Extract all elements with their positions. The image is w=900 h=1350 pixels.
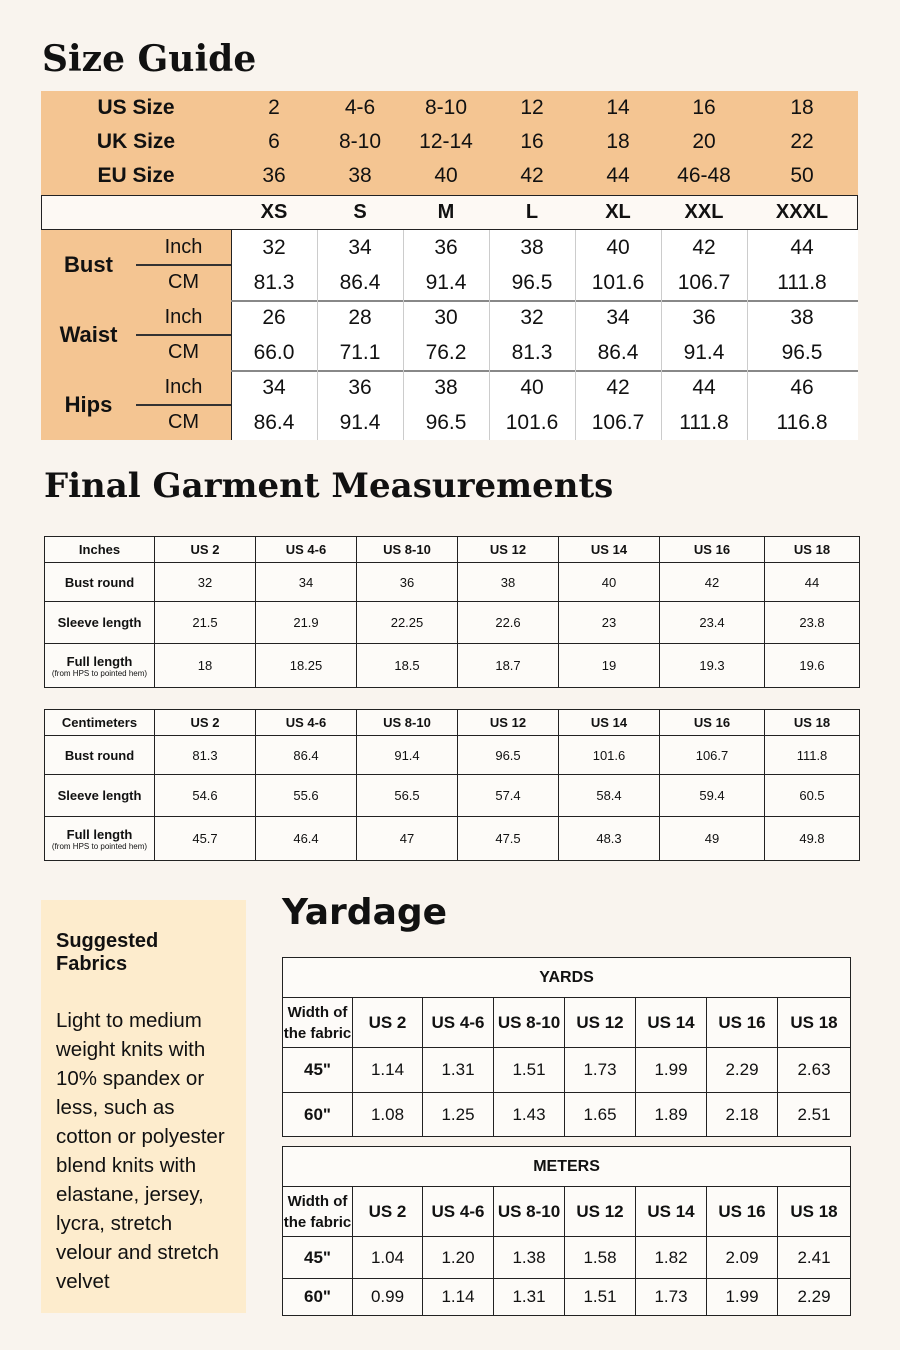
- yardage-value: 1.65: [565, 1093, 636, 1137]
- garment-size-header: US 8-10: [357, 710, 458, 736]
- yardage-value: 2.41: [778, 1237, 851, 1279]
- eu-size-value: 40: [434, 164, 458, 187]
- measurement-inch-value: 30: [434, 306, 458, 329]
- garment-value: 19: [559, 644, 660, 688]
- yardage-value: 1.51: [565, 1279, 636, 1316]
- garment-header-row: [45, 537, 860, 563]
- uk-size-row: [41, 125, 858, 159]
- measurement-cm-value: 96.5: [511, 271, 553, 294]
- garment-value: 21.5: [155, 602, 256, 644]
- garment-row-label-text: Sleeve length: [57, 788, 142, 803]
- eu-size-value: 42: [520, 164, 544, 187]
- uk-size-value: 18: [606, 130, 630, 153]
- uk-size-value: 6: [268, 130, 280, 153]
- yardage-size-header: US 12: [565, 998, 636, 1048]
- letter-size-value: XXL: [684, 201, 724, 223]
- measurement-cm-value: 81.3: [253, 271, 295, 294]
- garment-value: 40: [559, 563, 660, 602]
- garment-value: 59.4: [660, 775, 765, 817]
- measurement-cm-value: 91.4: [425, 271, 467, 294]
- yardage-size-header: US 16: [707, 998, 778, 1048]
- yardage-value: 2.63: [778, 1048, 851, 1093]
- yardage-caption: YARDS: [283, 958, 851, 998]
- garment-value: 86.4: [256, 736, 357, 775]
- garment-value: 48.3: [559, 817, 660, 861]
- yardage-yards-table: [282, 957, 851, 1137]
- garment-centimeters-table: [44, 709, 860, 861]
- measurement-inch-value: 46: [790, 376, 814, 399]
- yardage-size-header: US 4-6: [423, 1187, 494, 1237]
- measurement-inch-value: 42: [606, 376, 630, 399]
- garment-inches-table: [44, 536, 860, 688]
- yardage-size-header: US 14: [636, 998, 707, 1048]
- letter-size-value: L: [525, 201, 539, 223]
- yardage-size-header: US 14: [636, 1187, 707, 1237]
- measurement-cm-value: 101.6: [591, 271, 645, 294]
- garment-value: 58.4: [559, 775, 660, 817]
- yardage-value: 1.99: [707, 1279, 778, 1316]
- garment-value: 44: [765, 563, 860, 602]
- garment-row: [45, 817, 860, 861]
- eu-size-row: [41, 159, 858, 193]
- measurement-name: Waist: [59, 322, 118, 347]
- suggested-fabrics-text: Light to medium weight knits with 10% spandex or less, such as cotton or polyester blend knits with elastane, jersey, lycra, stretch velour and stretch velvet: [56, 1009, 225, 1293]
- garment-row-sublabel: (from HPS to pointed hem): [51, 841, 148, 851]
- yardage-header-row: [283, 998, 851, 1048]
- measurement-row-divider: [231, 370, 858, 372]
- garment-row: [45, 775, 860, 817]
- letter-size-value: M: [437, 201, 455, 223]
- garment-header-row: [45, 710, 860, 736]
- column-divider: [489, 230, 490, 440]
- eu-size-value: 44: [606, 164, 630, 187]
- measurement-name: Bust: [64, 252, 113, 277]
- measurement-cm-value: 71.1: [339, 341, 381, 364]
- garment-size-header: US 18: [765, 710, 860, 736]
- yardage-value: 1.31: [494, 1279, 565, 1316]
- garment-row-label: [45, 563, 155, 602]
- column-divider: [747, 230, 748, 440]
- measurement-inch-value: 40: [606, 236, 630, 259]
- yardage-header-row: [283, 1187, 851, 1237]
- garment-value: 96.5: [458, 736, 559, 775]
- measurement-cm-value: 86.4: [253, 411, 295, 434]
- letter-size-value: XL: [605, 201, 631, 223]
- measurement-inch-value: 32: [262, 236, 286, 259]
- yardage-value: 1.82: [636, 1237, 707, 1279]
- garment-unit-label: Inches: [45, 537, 155, 563]
- us-size-value: 14: [606, 96, 630, 119]
- measurement-inch-value: 36: [434, 236, 458, 259]
- uk-size-value: 8-10: [338, 130, 382, 153]
- uk-size-value: 16: [520, 130, 544, 153]
- suggested-fabrics-title: Suggested Fabrics: [56, 930, 159, 975]
- measurement-cm-value: 66.0: [253, 341, 295, 364]
- garment-value: 18.7: [458, 644, 559, 688]
- garment-value: 91.4: [357, 736, 458, 775]
- yardage-row: [283, 1237, 851, 1279]
- measurement-cm-value: 91.4: [683, 341, 725, 364]
- measurement-inch-value: 28: [348, 306, 372, 329]
- unit-inch-label: Inch: [164, 376, 203, 398]
- uk-size-value: 22: [790, 130, 814, 153]
- yardage-row: [283, 1093, 851, 1137]
- garment-size-header: US 2: [155, 710, 256, 736]
- measurement-inch-value: 40: [520, 376, 544, 399]
- unit-divider: [136, 404, 231, 406]
- garment-size-header: US 2: [155, 537, 256, 563]
- unit-inch-label: Inch: [164, 306, 203, 328]
- eu-size-value: 36: [262, 164, 286, 187]
- garment-size-header: US 4-6: [256, 537, 357, 563]
- measurement-cm-value: 86.4: [597, 341, 639, 364]
- yardage-value: 1.58: [565, 1237, 636, 1279]
- measurement-inch-value: 38: [520, 236, 544, 259]
- garment-size-header: US 16: [660, 537, 765, 563]
- measurement-cm-value: 96.5: [781, 341, 823, 364]
- yardage-value: 1.73: [636, 1279, 707, 1316]
- unit-divider: [136, 264, 231, 266]
- yardage-row: [283, 1279, 851, 1316]
- yardage-size-header: US 18: [778, 1187, 851, 1237]
- garment-value: 47: [357, 817, 458, 861]
- garment-value: 22.6: [458, 602, 559, 644]
- yardage-value: 1.25: [423, 1093, 494, 1137]
- yardage-value: 1.99: [636, 1048, 707, 1093]
- garment-size-header: US 16: [660, 710, 765, 736]
- yardage-value: 1.38: [494, 1237, 565, 1279]
- letter-size-row: [41, 195, 858, 230]
- yardage-size-header: US 2: [353, 1187, 423, 1237]
- measurement-inch-value: 44: [692, 376, 716, 399]
- garment-value: 38: [458, 563, 559, 602]
- yardage-caption-row: [283, 1147, 851, 1187]
- garment-value: 34: [256, 563, 357, 602]
- measurement-cm-value: 101.6: [505, 411, 559, 434]
- uk-size-value: 12-14: [419, 130, 473, 153]
- garment-value: 32: [155, 563, 256, 602]
- yardage-value: 2.18: [707, 1093, 778, 1137]
- yardage-size-header: US 2: [353, 998, 423, 1048]
- garment-size-header: US 18: [765, 537, 860, 563]
- measurement-inch-value: 34: [348, 236, 372, 259]
- garment-value: 57.4: [458, 775, 559, 817]
- garment-value: 23.4: [660, 602, 765, 644]
- size-guide-title: Size Guide: [42, 38, 257, 80]
- garment-size-header: US 4-6: [256, 710, 357, 736]
- yardage-size-header: US 8-10: [494, 998, 565, 1048]
- fabric-width-value: 45": [283, 1048, 353, 1093]
- yardage-size-header: US 8-10: [494, 1187, 565, 1237]
- measurement-inch-value: 38: [790, 306, 814, 329]
- garment-row: [45, 563, 860, 602]
- measurement-cm-value: 106.7: [591, 411, 645, 434]
- unit-cm-label: CM: [167, 271, 200, 293]
- garment-unit-label: Centimeters: [45, 710, 155, 736]
- yardage-value: 1.73: [565, 1048, 636, 1093]
- measurement-cm-value: 96.5: [425, 411, 467, 434]
- garment-value: 18.5: [357, 644, 458, 688]
- yardage-caption: METERS: [283, 1147, 851, 1187]
- suggested-fabrics-panel: [41, 900, 246, 1313]
- garment-row: [45, 602, 860, 644]
- eu-size-value: 50: [790, 164, 814, 187]
- unit-cm-label: CM: [167, 411, 200, 433]
- column-divider: [575, 230, 576, 440]
- yardage-value: 2.29: [778, 1279, 851, 1316]
- measurement-inch-value: 38: [434, 376, 458, 399]
- eu-size-value: 38: [348, 164, 372, 187]
- garment-value: 49.8: [765, 817, 860, 861]
- us-size-row: [41, 91, 858, 125]
- fabric-width-value: 60": [283, 1279, 353, 1316]
- garment-value: 60.5: [765, 775, 860, 817]
- measurement-inch-value: 36: [692, 306, 716, 329]
- us-size-value: 2: [268, 96, 280, 119]
- garment-value: 45.7: [155, 817, 256, 861]
- measurement-cm-value: 106.7: [677, 271, 731, 294]
- measurement-group-bust: [41, 230, 858, 300]
- garment-row-label: [45, 775, 155, 817]
- us-size-value: 18: [790, 96, 814, 119]
- garment-size-header: US 14: [559, 537, 660, 563]
- measurement-cm-value: 111.8: [679, 411, 729, 434]
- measurement-group-waist: [41, 300, 858, 370]
- garment-row: [45, 736, 860, 775]
- unit-inch-label: Inch: [164, 236, 203, 258]
- us-size-value: 4-6: [344, 96, 376, 119]
- measurement-cm-value: 91.4: [339, 411, 381, 434]
- yardage-meters-table: [282, 1146, 851, 1316]
- uk-size-value: 20: [692, 130, 716, 153]
- yardage-value: 1.43: [494, 1093, 565, 1137]
- yardage-value: 2.09: [707, 1237, 778, 1279]
- measurement-inch-value: 44: [790, 236, 814, 259]
- garment-value: 81.3: [155, 736, 256, 775]
- garment-value: 111.8: [765, 736, 860, 775]
- eu-size-label: EU Size: [97, 164, 175, 187]
- measurement-name: Hips: [64, 392, 113, 417]
- garment-value: 18: [155, 644, 256, 688]
- garment-row-label-text: Full length: [66, 653, 133, 669]
- fabric-width-label: Width of the fabric: [283, 998, 353, 1048]
- yardage-value: 1.20: [423, 1237, 494, 1279]
- garment-value: 49: [660, 817, 765, 861]
- garment-size-header: US 8-10: [357, 537, 458, 563]
- garment-value: 23: [559, 602, 660, 644]
- column-divider: [661, 230, 662, 440]
- garment-row-label: [45, 817, 155, 861]
- garment-row-label: [45, 736, 155, 775]
- garment-value: 42: [660, 563, 765, 602]
- yardage-value: 1.51: [494, 1048, 565, 1093]
- measurement-row-divider: [231, 300, 858, 302]
- measurement-inch-value: 42: [692, 236, 716, 259]
- yardage-value: 2.29: [707, 1048, 778, 1093]
- measurement-cm-value: 76.2: [425, 341, 467, 364]
- size-guide-table: [41, 91, 858, 440]
- measurement-inch-value: 34: [606, 306, 630, 329]
- garment-size-header: US 12: [458, 537, 559, 563]
- garment-row-label-text: Bust round: [64, 747, 135, 763]
- unit-cm-label: CM: [167, 341, 200, 363]
- garment-value: 22.25: [357, 602, 458, 644]
- garment-value: 36: [357, 563, 458, 602]
- us-size-value: 16: [692, 96, 716, 119]
- garment-value: 19.3: [660, 644, 765, 688]
- garment-value: 101.6: [559, 736, 660, 775]
- eu-size-value: 46-48: [677, 164, 731, 187]
- garment-value: 21.9: [256, 602, 357, 644]
- yardage-value: 1.08: [353, 1093, 423, 1137]
- garment-row-sublabel: (from HPS to pointed hem): [51, 668, 148, 678]
- measurement-inch-value: 36: [348, 376, 372, 399]
- measurement-cm-value: 86.4: [339, 271, 381, 294]
- yardage-size-header: US 4-6: [423, 998, 494, 1048]
- uk-size-label: UK Size: [96, 130, 176, 153]
- garment-row-label-text: Bust round: [64, 574, 135, 590]
- garment-row-label: [45, 602, 155, 644]
- garment-value: 47.5: [458, 817, 559, 861]
- yardage-row: [283, 1048, 851, 1093]
- garment-row-label-text: Sleeve length: [57, 615, 142, 630]
- letter-size-value: XS: [260, 201, 288, 223]
- garment-size-header: US 14: [559, 710, 660, 736]
- measurement-group-hips: [41, 370, 858, 440]
- garment-size-header: US 12: [458, 710, 559, 736]
- garment-value: 46.4: [256, 817, 357, 861]
- letter-size-value: S: [353, 201, 367, 223]
- column-divider: [403, 230, 404, 440]
- yardage-size-header: US 12: [565, 1187, 636, 1237]
- garment-row-label: [45, 644, 155, 688]
- garment-row: [45, 644, 860, 688]
- fabric-width-value: 45": [283, 1237, 353, 1279]
- us-size-value: 12: [520, 96, 544, 119]
- measurement-cm-value: 111.8: [777, 271, 827, 294]
- garment-value: 106.7: [660, 736, 765, 775]
- yardage-value: 1.31: [423, 1048, 494, 1093]
- yardage-title: Yardage: [282, 892, 448, 933]
- garment-value: 55.6: [256, 775, 357, 817]
- measurement-cm-value: 116.8: [776, 411, 828, 434]
- yardage-value: 2.51: [778, 1093, 851, 1137]
- letter-size-value: XXXL: [775, 201, 829, 223]
- us-size-label: US Size: [97, 96, 175, 119]
- garment-value: 54.6: [155, 775, 256, 817]
- us-size-value: 8-10: [424, 96, 468, 119]
- yardage-value: 0.99: [353, 1279, 423, 1316]
- yardage-size-header: US 18: [778, 998, 851, 1048]
- yardage-value: 1.04: [353, 1237, 423, 1279]
- garment-value: 19.6: [765, 644, 860, 688]
- measurement-inch-value: 34: [262, 376, 286, 399]
- garment-row-label-text: Full length: [66, 826, 133, 842]
- yardage-value: 1.89: [636, 1093, 707, 1137]
- yardage-value: 1.14: [353, 1048, 423, 1093]
- column-divider: [317, 230, 318, 440]
- garment-value: 56.5: [357, 775, 458, 817]
- measurement-inch-value: 32: [520, 306, 544, 329]
- measurement-inch-value: 26: [262, 306, 286, 329]
- yardage-caption-row: [283, 958, 851, 998]
- yardage-value: 1.14: [423, 1279, 494, 1316]
- fabric-width-label: Width of the fabric: [283, 1187, 353, 1237]
- garment-measurements-title: Final Garment Measurements: [44, 466, 614, 506]
- measurement-cm-value: 81.3: [511, 341, 553, 364]
- fabric-width-value: 60": [283, 1093, 353, 1137]
- garment-value: 23.8: [765, 602, 860, 644]
- garment-value: 18.25: [256, 644, 357, 688]
- yardage-size-header: US 16: [707, 1187, 778, 1237]
- unit-divider: [136, 334, 231, 336]
